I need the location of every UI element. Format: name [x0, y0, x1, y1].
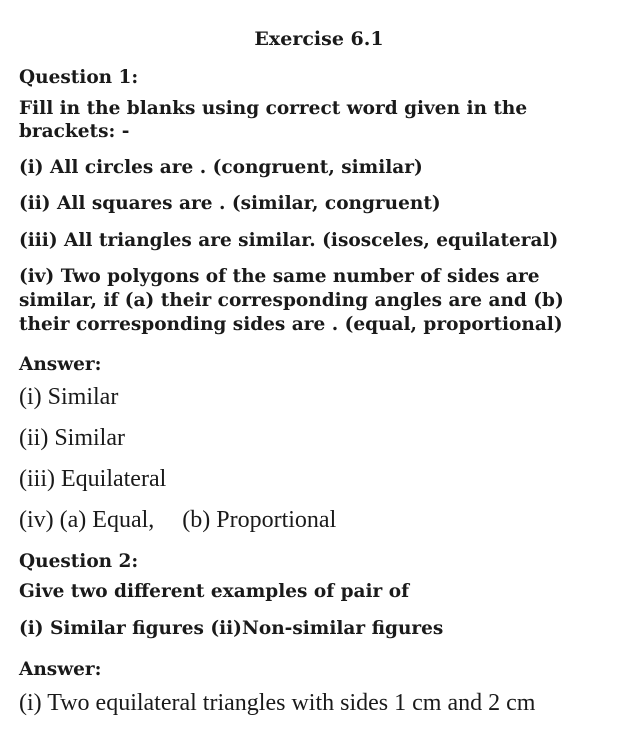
question-1-item-iv-line-3: their corresponding sides are . (equal, proportional): [19, 314, 563, 335]
question-1-item-i: (i) All circles are . (congruent, similar): [19, 157, 423, 178]
question-1-prompt-line-1: Fill in the blanks using correct word given in the: [19, 98, 528, 119]
question-2-prompt: Give two different examples of pair of: [19, 581, 410, 602]
question-1-item-iv-line-2: similar, if (a) their corresponding angles are and (b): [19, 290, 564, 311]
answer-1-item-iv-a: (iv) (a) Equal,: [19, 507, 155, 533]
question-1-item-ii: (ii) All squares are . (similar, congruent): [19, 193, 441, 214]
question-1-heading: Question 1:: [19, 67, 139, 88]
answer-1-item-iv-b: (b) Proportional: [182, 507, 337, 533]
answer-1-item-iii: (iii) Equilateral: [19, 466, 167, 492]
answer-1-item-i: (i) Similar: [19, 384, 119, 410]
question-1-item-iv-line-1: (iv) Two polygons of the same number of sides are: [19, 266, 540, 287]
question-2-parts: (i) Similar figures (ii)Non-similar figures: [19, 618, 444, 639]
question-1-item-iii: (iii) All triangles are similar. (isosceles, equilateral): [19, 230, 559, 251]
exercise-title: Exercise 6.1: [254, 28, 384, 50]
answer-1-heading: Answer:: [19, 354, 102, 375]
answer-2-heading: Answer:: [19, 659, 102, 680]
answer-1-item-iv: [19, 506, 336, 534]
question-1-prompt-line-2: brackets: -: [19, 121, 130, 142]
answer-2-item-i: (i) Two equilateral triangles with sides 1 cm and 2 cm: [19, 690, 536, 716]
answer-1-item-ii: (ii) Similar: [19, 425, 125, 451]
question-2-heading: Question 2:: [19, 551, 139, 572]
